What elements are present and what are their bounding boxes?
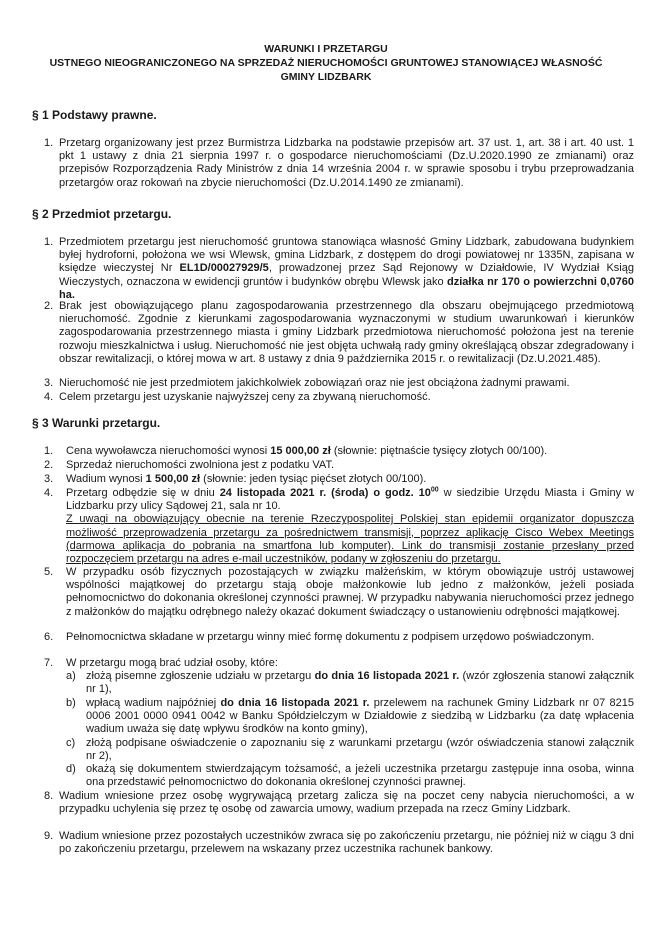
- item-text: Celem przetargu jest uzyskanie najwyższej ceny za zbywaną nieruchomość.: [59, 391, 431, 403]
- item-number: 8.: [44, 790, 54, 802]
- item-text: Wadium wniesione przez pozostałych uczestników zwraca się po zakończeniu przetargu, nie później niż w ciągu 3 dni po zakończeniu przetargu, przelewem na wskazany przez uczestnika rachunek bankowy.: [59, 830, 634, 856]
- item-number: 9.: [44, 830, 54, 842]
- item-number: 4.: [44, 487, 54, 499]
- item-text: W przetargu mogą brać udział osoby, które:: [66, 657, 278, 669]
- item-number: 1.: [44, 445, 54, 457]
- subitem-text: złożą pisemne zgłoszenie udziału w przetargu do dnia 16 listopada 2021 r. (wzór zgłoszenia stanowi załącznik nr 1),: [86, 670, 634, 696]
- sec3-item-1: [44, 445, 634, 458]
- land-register-number: EL1D/00027929/5: [179, 262, 269, 275]
- starting-price: 15 000,00 zł: [270, 445, 331, 457]
- application-deadline: do dnia 16 listopada 2021 r.: [314, 670, 460, 682]
- sec3-item-5: [44, 566, 634, 619]
- item-number: 2.: [44, 300, 54, 312]
- item-number: 7.: [44, 657, 54, 669]
- sec3-item-3: [44, 473, 634, 486]
- item-text: Sprzedaż nieruchomości zwolniona jest z podatku VAT.: [66, 459, 335, 471]
- section-1-heading: § 1 Podstawy prawne.: [32, 108, 157, 122]
- item-text: Wadium wniesione przez osobę wygrywającą przetarg zalicza się na poczet ceny nabycia nieruchomości, a w przypadku uchylenia się przez tę osobę od zawarcia umowy, wadium przepada na rzecz Gminy Lidzbark.: [59, 790, 634, 816]
- subitem-text: okażą się dokumentem stwierdzającym tożsamość, a jeżeli uczestnika przetargu zastępuje inna osoba, winna ona przedstawić pełnomocnictwo do dokonania określonej czynności prawnej.: [86, 763, 634, 789]
- sec3-item-7: [44, 657, 634, 670]
- document-subtitle: USTNEGO NIEOGRANICZONEGO NA SPRZEDAŻ NIERUCHOMOŚCI GRUNTOWEJ STANOWIĄCEJ WŁASNOŚĆ: [49, 57, 603, 69]
- subitem-text: złożą podpisane oświadczenie o zapoznaniu się z warunkami przetargu (wzór oświadczenia stanowi załącznik nr 2),: [86, 737, 634, 763]
- sec3-item-9: [44, 830, 634, 856]
- sec3-item-7a: [66, 670, 634, 696]
- item-text: Nieruchomość nie jest przedmiotem jakichkolwiek zobowiązań oraz nie jest obciążona żadnymi prawami.: [59, 377, 570, 389]
- auction-date: 24 listopada 2021 r. (środa) o godz. $10^{00}$: [219, 486, 439, 499]
- item-number: 1.: [44, 236, 54, 248]
- sec3-item-7c: [66, 737, 634, 763]
- item-number: 4.: [44, 391, 54, 403]
- item-number: 5.: [44, 566, 54, 578]
- item-number: 1.: [44, 137, 54, 149]
- item-text: Cena wywoławcza nieruchomości wynosi 15 000,00 zł (słownie: piętnaście tysięcy złotych 00/100).: [66, 445, 548, 457]
- item-text: Przetarg odbędzie się w dniu 24 listopada 2021 r. (środa) o godz. $10^{00}$ w siedzibie Urzędu Miasta i Gminy w Lidzbarku przy ulicy Sądowej 21, sala nr 10.: [66, 486, 634, 513]
- item-text: Brak jest obowiązującego planu zagospodarowania przestrzennego dla obszaru obejmującego przedmiotową nieruchomość. Zgodnie z kierunkami zagospodarowania wyznaczonymi w studium uwarunkowań i kierunków zagospodarowania przestrzennego miasta i gminy Lidzbark przedmiotowa nieruchomość położona jest na terenie rozwoju mieszkalnictwa i usług. Nieruchomość nie jest objęta uchwałą rady gminy określającą obszar zdegradowany i obszar rewitalizacji, o której mowa w art. 8 ustawy z dnia 9 października 2015 r. o rewitalizacji (Dz.U.2021.485).: [59, 300, 634, 365]
- sec1-item-1: [44, 137, 634, 190]
- sec2-item-1: [44, 236, 634, 302]
- document-title: WARUNKI I PRZETARGU: [264, 43, 388, 55]
- section-3-heading: § 3 Warunki przetargu.: [32, 416, 161, 430]
- subitem-letter: a): [66, 670, 76, 682]
- item-text: Pełnomocnictwa składane w przetargu winny mieć formę dokumentu z podpisem urzędowo poświadczonym.: [66, 631, 595, 643]
- subitem-text: wpłacą wadium najpóźniej do dnia 16 listopada 2021 r. przelewem na rachunek Gminy Lidzbark nr 07 8215 0006 2001 0000 0941 0042 w Banku Spółdzielczym w Działdowie z siedzibą w Lidzbarku (za datę wpłacenia wadium uważa się datę wpływu środków na konto gminy),: [86, 697, 634, 736]
- sec3-item-2: [44, 459, 634, 472]
- sec3-item-6: [44, 631, 634, 644]
- sec3-item-7d: [66, 763, 634, 789]
- item-number: 3.: [44, 473, 54, 485]
- sec3-item-7b: [66, 697, 634, 737]
- subitem-letter: d): [66, 763, 76, 775]
- subitem-letter: b): [66, 697, 76, 709]
- sec3-item-8: [44, 790, 634, 816]
- sec2-item-3: [44, 377, 634, 390]
- item-text: Przetarg organizowany jest przez Burmistrza Lidzbarka na podstawie przepisów art. 37 ust. 1, art. 38 i art. 40 ust. 1 pkt 1 ustawy z dnia 21 sierpnia 1997 r. o gospodarce nieruchomościami (Dz.U.2020.1990 ze zmianami) oraz przepisów Rozporządzenia Rady Ministrów z dnia 14 września 2004 r. w sprawie sposobu i trybu przeprowadzania przetargów oraz rokowań na zbycie nieruchomości (Dz.U.2014.1490 ze zmianami).: [59, 137, 634, 189]
- document-subtitle-2: GMINY LIDZBARK: [280, 71, 372, 83]
- sec2-item-4: [44, 391, 634, 404]
- item-number: 3.: [44, 377, 54, 389]
- item-number: 2.: [44, 459, 54, 471]
- deposit-amount: 1 500,00 zł: [145, 473, 201, 485]
- section-2-heading: § 2 Przedmiot przetargu.: [32, 207, 172, 221]
- online-transmission-note: Z uwagi na obowiązujący obecnie na terenie Rzeczypospolitej Polskiej stan epidemii organizator dopuszcza możliwość przeprowadzenia przetargu za pośrednictwem transmisji, poprzez aplikację Cisco Webex Meetings (darmowa aplikacja do pobrania na smartfona lub komputer). Link do transmisji zostanie przesłany przed rozpoczęciem przetargu na adres e-mail uczestników, podany w zgłoszeniu do przetargu.: [66, 513, 634, 566]
- subitem-letter: c): [66, 737, 76, 749]
- item-text: W przypadku osób fizycznych pozostających w związku małżeńskim, w którym obowiązuje ustrój ustawowej wspólności majątkowej do przetargu stają oboje małżonkowie lub jedno z małżonków, jeżeli posiada pełnomocnictwo do dokonania określonej czynności prawnej. W przypadku nabywania nieruchomości przez jednego z małżonków do majątku odrębnego należy okazać dokument świadczący o ustanowieniu odrębności majątkowej.: [66, 566, 634, 618]
- sec2-item-2: [44, 300, 634, 366]
- item-text: Wadium wynosi 1 500,00 zł (słownie: jeden tysiąc pięćset złotych 00/100).: [66, 473, 427, 485]
- plot-number: działka nr 170 o powierzchni 0,0760 ha.: [59, 275, 635, 301]
- item-number: 6.: [44, 631, 54, 643]
- deposit-deadline: do dnia 16 listopada 2021 r.: [220, 697, 370, 709]
- item-text: Przedmiotem przetargu jest nieruchomość gruntowa stanowiąca własność Gminy Lidzbark, zabudowana budynkiem byłej hydroforni, położona we wsi Wlewsk, gmina Lidzbark, z dostępem do drogi powiatowej nr 1335N, zapisana w księdze wieczystej Nr EL1D/00027929/5, prowadzonej przez Sąd Rejonowy w Działdowie, IV Wydział Ksiąg Wieczystych, oznaczona w ewidencji gruntów i budynków obrębu Wlewsk jako działka nr 170 o powierzchni 0,0760 ha.: [59, 236, 635, 301]
- sec3-item-4: [44, 487, 634, 566]
